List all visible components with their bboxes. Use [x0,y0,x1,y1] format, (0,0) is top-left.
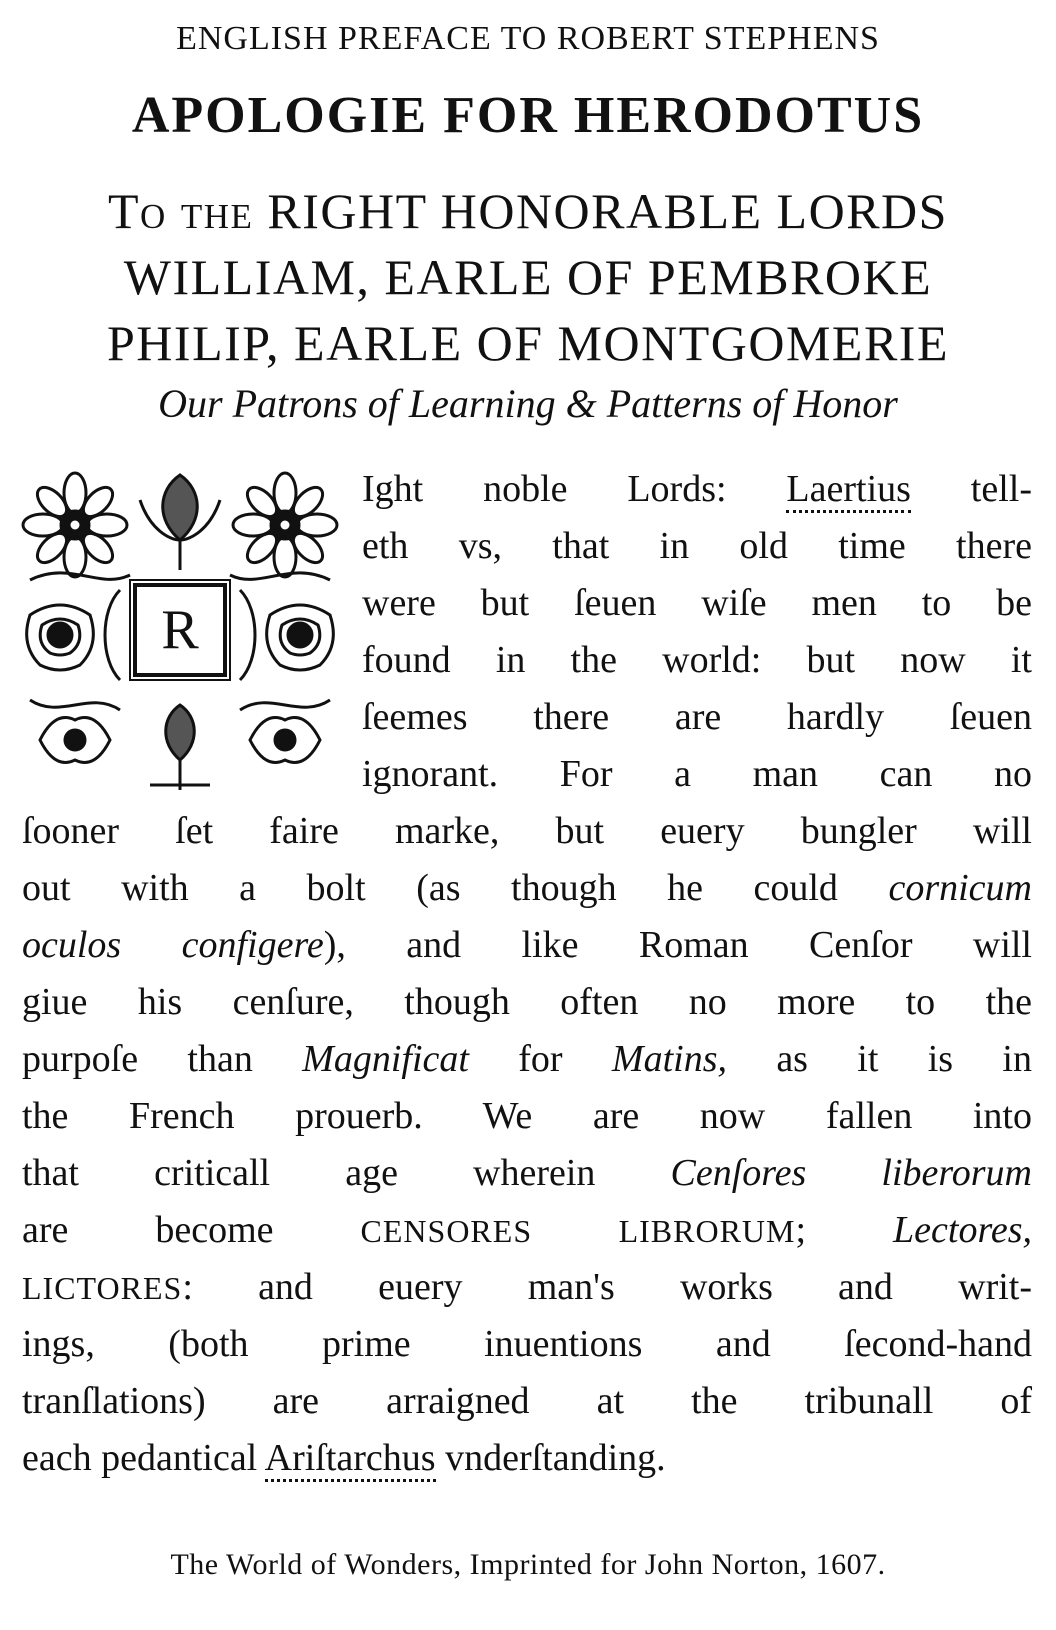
decorated-initial [20,470,340,790]
body-line-8-text: out with a bolt (as though he could [22,867,889,909]
body-line-18 [22,1439,1032,1477]
dedication-lords: RIGHT HONORABLE LORDS [267,183,948,239]
latin-phrase-cornicum: cornicum [888,867,1032,909]
body-line-2: eth vs, that in old time there [362,525,1032,567]
patrons-line: Our Patrons of Learning & Patterns of Honor [158,381,898,426]
initial-letter: R [161,599,199,661]
body-line-11-e: as it is in [726,1038,1032,1080]
latin-phrase-oculos: oculos configere [22,924,324,966]
floral-ornament-icon [20,470,340,790]
aristarchus-link: Ariſtarchus [265,1437,436,1482]
body-line-13-a: that criticall age wherein [22,1152,671,1194]
body-line-18-c: vnderſtanding. [435,1437,666,1479]
dedication-line-2: WILLIAM, EARLE OF PEMBROKE [123,249,933,305]
body-line-7: ſooner ſet faire marke, but euery bungler will [22,810,1032,852]
body-line-1 [362,470,1032,508]
dedication-to-the: To the [108,183,254,239]
body-line-1-end: tell- [910,468,1032,510]
latin-phrase-censores: Cenſores liberorum [670,1152,1032,1194]
body-line-11-c: for [468,1038,612,1080]
dedication-line-3: PHILIP, EARLE OF MONTGOMERIE [107,315,949,371]
body-line-12: the French prouerb. We are now fallen into [22,1095,1032,1137]
body-line-11 [22,1040,1032,1078]
body-line-9-text: ), and like Roman Cenſor will [323,924,1032,966]
body-line-18-a: each pedantical [22,1437,265,1479]
body-line-10: giue his cenſure, though often no more to the [22,981,1032,1023]
laertius-link: Laertius [786,468,911,513]
body-line-5: ſeemes there are hardly ſeuen [362,696,1032,738]
book-header: ENGLISH PREFACE TO ROBERT STEPHENS [176,20,880,57]
body-line-14-a: are become [22,1209,361,1251]
colophon: The World of Wonders, Imprinted for John Norton, 1607. [170,1548,886,1581]
body-line-4: found in the world: but now it [362,639,1032,681]
body-line-8 [22,869,1032,907]
body-line-3: were but ſeuen wiſe men to be [362,582,1032,624]
censores-librorum: CENSORES LIBRORUM [360,1213,796,1249]
lictores-word: LICTORES [22,1270,183,1306]
body-line-1-text: Ight noble Lords: [362,468,787,510]
dedication-line-1 [22,183,1034,239]
body-line-15 [22,1268,1032,1306]
body-line-9 [22,926,1032,964]
body-line-6: ignorant. For a man can no [362,753,1032,795]
body-line-17: tranſlations) are arraigned at the tribunall of [22,1380,1032,1422]
apology-title: APOLOGIE FOR HERODOTUS [131,87,925,144]
body-line-14 [22,1211,1032,1249]
body-line-15-b: : and euery man's works and writ- [182,1266,1032,1308]
body-line-16: ings, (both prime inuentions and ſecond-hand [22,1323,1032,1365]
body-line-14-c: ; [795,1209,894,1251]
lectores-word: Lectores, [893,1209,1033,1251]
body-line-13 [22,1154,1032,1192]
body-line-11-a: purpoſe than [22,1038,303,1080]
magnificat-word: Magnificat [302,1038,469,1080]
matins-word: Matins, [611,1038,727,1080]
